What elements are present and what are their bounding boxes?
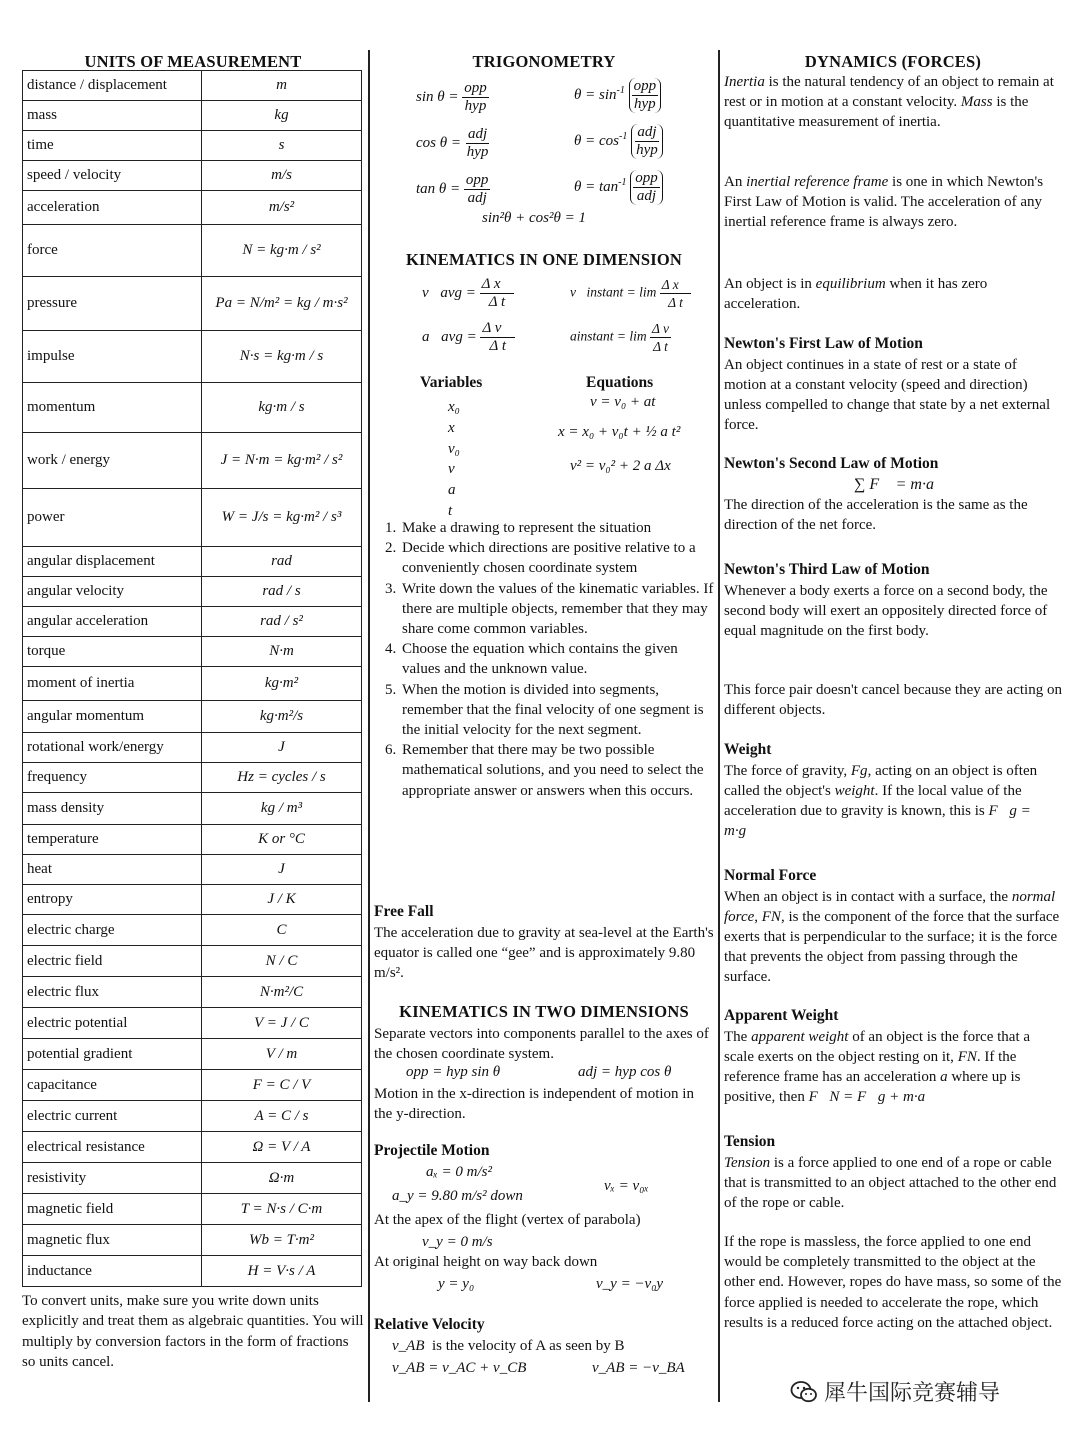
- unit-cell: kg: [202, 101, 362, 131]
- unit-cell: rad: [202, 547, 362, 577]
- quantity-cell: angular velocity: [23, 577, 202, 607]
- ainstant-formula: ainstant = lim $\frac{\text{Δ v}}{\text{Δ t}}$: [570, 321, 670, 354]
- unit-cell: N = kg·m / s²: [202, 225, 362, 277]
- equilibrium-text: An object is in equilibrium when it has zero acceleration.: [724, 276, 988, 313]
- units-row: [23, 433, 362, 489]
- unit-cell: Hz = cycles / s: [202, 763, 362, 793]
- units-row: [23, 763, 362, 793]
- quantity-cell: torque: [23, 637, 202, 667]
- vab-symbol: v_AB: [392, 1338, 425, 1354]
- relative-velocity-title: Relative Velocity: [374, 1316, 485, 1333]
- force-pair-text: This force pair doesn't cancel because they are acting on different objects.: [724, 682, 1062, 719]
- newton-second-law: Newton's Second Law of Motion ∑ F⃗ = m·a⃗ The direction of the acceleration is the same as the direction of the net force.: [724, 454, 1062, 535]
- vinstant-formula: v⃗instant = lim $\frac{\text{Δ x⃗}}{\text{Δ t}}$: [570, 277, 690, 310]
- tan-formula: tan θ = $\frac{\text{opp}}{\text{adj}}$: [416, 172, 489, 206]
- equation-2: x = x₀ + v₀t + ½ a t²: [558, 424, 681, 440]
- units-row: [23, 1070, 362, 1101]
- quantity-cell: rotational work/energy: [23, 733, 202, 763]
- quantity-cell: acceleration: [23, 191, 202, 225]
- unit-cell: A = C / s: [202, 1101, 362, 1132]
- quantity-cell: inductance: [23, 1256, 202, 1287]
- variables-list: [448, 397, 460, 522]
- units-heading: UNITS OF MEASUREMENT: [84, 52, 302, 71]
- vx-equation: vₓ = v₀ₓ: [604, 1178, 649, 1194]
- ay-equation: a_y = 9.80 m/s² down: [392, 1188, 523, 1204]
- kin2-heading: KINEMATICS IN TWO DIMENSIONS: [399, 1002, 689, 1021]
- units-row: [23, 101, 362, 131]
- units-row: [23, 607, 362, 637]
- units-table: [22, 70, 362, 1287]
- unit-cell: m/s²: [202, 191, 362, 225]
- original-height-text: At original height on way back down: [374, 1254, 598, 1270]
- watermark: [790, 1376, 1000, 1407]
- quantity-cell: moment of inertia: [23, 667, 202, 701]
- quantity-cell: pressure: [23, 277, 202, 331]
- unit-cell: N·s = kg·m / s: [202, 331, 362, 383]
- wechat-icon: [790, 1380, 818, 1404]
- quantity-cell: frequency: [23, 763, 202, 793]
- inertia-text: Inertia is the natural tendency of an object to remain at rest or in motion at a constant velocity. Mass is the quantitative measurement of inertia.: [724, 74, 1054, 131]
- kin2-text: Separate vectors into components parallel to the axes of the chosen coordinate system.: [374, 1026, 709, 1063]
- units-row: [23, 793, 362, 825]
- step-item: 2. Decide which directions are positive relative to a conveniently chosen coordinate system: [400, 538, 714, 578]
- quantity-cell: distance / displacement: [23, 71, 202, 101]
- dynamics-column: [724, 48, 1062, 1368]
- unit-cell: Pa = N/m² = kg / m·s²: [202, 277, 362, 331]
- units-row: [23, 1256, 362, 1287]
- units-row: [23, 277, 362, 331]
- units-row: [23, 577, 362, 607]
- unit-cell: rad / s: [202, 577, 362, 607]
- unit-cell: K or °C: [202, 825, 362, 855]
- units-column: [22, 48, 364, 1373]
- kinematics-steps: [374, 518, 714, 801]
- units-row: [23, 885, 362, 915]
- units-row: [23, 637, 362, 667]
- step-item: 5. When the motion is divided into segments, remember that the final velocity of one segment is the initial velocity for the next segment.: [400, 680, 714, 741]
- projectile-title: Projectile Motion: [374, 1142, 490, 1159]
- newton-third-law: Newton's Third Law of Motion Whenever a body exerts a force on a second body, the second body will exert an oppositely directed force of equal magnitude on the first body.: [724, 561, 1048, 639]
- unit-cell: V = J / C: [202, 1008, 362, 1039]
- units-row: [23, 1163, 362, 1194]
- quantity-cell: angular acceleration: [23, 607, 202, 637]
- unit-cell: J: [202, 855, 362, 885]
- units-row: [23, 1194, 362, 1225]
- units-row: [23, 131, 362, 161]
- second-law-equation: ∑ F⃗ = m·a⃗: [854, 475, 947, 493]
- units-row: [23, 547, 362, 577]
- quantity-cell: electric charge: [23, 915, 202, 946]
- unit-cell: kg / m³: [202, 793, 362, 825]
- unit-cell: m: [202, 71, 362, 101]
- quantity-cell: electric flux: [23, 977, 202, 1008]
- relative-velocity-desc: is the velocity of A as seen by B: [432, 1338, 625, 1354]
- arctan-formula: $\theta = \tan^{-1}$ $\frac{\text{opp}}{\text{adj}}$: [574, 170, 663, 205]
- quantity-cell: force: [23, 225, 202, 277]
- step-item: 1. Make a drawing to represent the situation: [400, 518, 714, 538]
- equation-1: v = v₀ + at: [590, 394, 656, 410]
- units-row: [23, 855, 362, 885]
- equation-3: v² = v₀² + 2 a Δx: [570, 458, 671, 474]
- units-row: [23, 161, 362, 191]
- step-item: 3. Write down the values of the kinematic variables. If there are multiple objects, remember that they may share come common variables.: [400, 579, 714, 640]
- trig-identity: sin²θ + cos²θ = 1: [482, 210, 586, 226]
- normal-force-section: Normal Force When an object is in contact with a surface, the normal force, FN, is the component of the force that the surface exerts that is perpendicular to the surface; it is the force that prevents the object from passing through the surface.: [724, 867, 1060, 986]
- weight-equation: F⃗g = m·g⃗: [724, 802, 1031, 840]
- units-row: [23, 915, 362, 946]
- quantity-cell: speed / velocity: [23, 161, 202, 191]
- free-fall-text: The acceleration due to gravity at sea-level at the Earth's equator is called one “gee” and is approximately 9.80 m/s².: [374, 924, 714, 981]
- sin-formula: sin θ = $\frac{\text{opp}}{\text{hyp}}$: [416, 80, 487, 114]
- free-fall-section: [374, 902, 714, 983]
- equations-heading: Equations: [586, 374, 654, 391]
- step-item: 4. Choose the equation which contains the given values and the unknown value.: [400, 639, 714, 679]
- units-row: [23, 71, 362, 101]
- newton-first-law: Newton's First Law of Motion An object continues in a state of rest or a state of motion at a constant velocity (speed and direction) unless compelled to change that state by a net external force.: [724, 335, 1051, 434]
- quantity-cell: electric current: [23, 1101, 202, 1132]
- adj-equation: adj = hyp cos θ: [578, 1064, 672, 1080]
- unit-cell: kg·m / s: [202, 383, 362, 433]
- quantity-cell: electric field: [23, 946, 202, 977]
- units-row: [23, 1225, 362, 1256]
- y-equation: y = y₀: [438, 1276, 475, 1292]
- quantity-cell: resistivity: [23, 1163, 202, 1194]
- unit-cell: rad / s²: [202, 607, 362, 637]
- quantity-cell: entropy: [23, 885, 202, 915]
- vy-zero-equation: v_y = 0 m/s: [422, 1234, 493, 1250]
- unit-cell: J = N·m = kg·m² / s²: [202, 433, 362, 489]
- unit-cell: F = C / V: [202, 1070, 362, 1101]
- quantity-cell: potential gradient: [23, 1039, 202, 1070]
- free-fall-title: Free Fall: [374, 903, 434, 920]
- quantity-cell: impulse: [23, 331, 202, 383]
- quantity-cell: angular momentum: [23, 701, 202, 733]
- quantity-cell: magnetic flux: [23, 1225, 202, 1256]
- variable-item: a: [448, 482, 456, 499]
- units-row: [23, 946, 362, 977]
- quantity-cell: capacitance: [23, 1070, 202, 1101]
- unit-cell: N·m: [202, 637, 362, 667]
- middle-column: [374, 48, 714, 1438]
- units-row: [23, 383, 362, 433]
- units-row: [23, 733, 362, 763]
- column-divider: [718, 50, 720, 1402]
- quantity-cell: momentum: [23, 383, 202, 433]
- vab-sum-equation: v_AB = v_AC + v_CB: [392, 1360, 527, 1376]
- unit-cell: s: [202, 131, 362, 161]
- variable-item: v: [448, 461, 455, 478]
- column-divider: [368, 50, 370, 1402]
- variable-item: x₀: [448, 399, 460, 415]
- quantity-cell: angular displacement: [23, 547, 202, 577]
- variable-item: v₀: [448, 440, 460, 457]
- quantity-cell: work / energy: [23, 433, 202, 489]
- quantity-cell: electrical resistance: [23, 1132, 202, 1163]
- unit-cell: Ω·m: [202, 1163, 362, 1194]
- ax-equation: aₓ = 0 m/s²: [426, 1164, 492, 1180]
- vavg-formula: v⃗avg = $\frac{\text{Δ x⃗}}{\text{Δ t}}$: [422, 276, 513, 310]
- cos-formula: cos θ = $\frac{\text{adj}}{\text{hyp}}$: [416, 126, 489, 160]
- aavg-formula: a⃗avg = $\frac{\text{Δ v⃗}}{\text{Δ t}}$: [422, 320, 514, 354]
- units-row: [23, 489, 362, 547]
- arccos-formula: $\theta = \cos^{-1}$ $\frac{\text{adj}}{\text{hyp}}$: [574, 124, 663, 159]
- quantity-cell: time: [23, 131, 202, 161]
- unit-cell: H = V·s / A: [202, 1256, 362, 1287]
- unit-cell: T = N·s / C·m: [202, 1194, 362, 1225]
- units-row: [23, 191, 362, 225]
- step-item: 6. Remember that there may be two possible mathematical solutions, and you need to select the appropriate answer or answers when this occurs.: [400, 740, 714, 801]
- trig-heading: TRIGONOMETRY: [472, 52, 616, 71]
- unit-cell: C: [202, 915, 362, 946]
- variable-item: x: [448, 419, 455, 436]
- unit-cell: J / K: [202, 885, 362, 915]
- unit-cell: kg·m²: [202, 667, 362, 701]
- dynamics-heading: DYNAMICS (FORCES): [804, 52, 982, 71]
- units-row: [23, 667, 362, 701]
- inertial-frame-text: An inertial reference frame is one in which Newton's First Law of Motion is valid. The acceleration of any inertial reference frame is always zero.: [724, 174, 1044, 231]
- arcsin-formula: $\theta = \sin^{-1}$ $\frac{\text{opp}}{\text{hyp}}$: [574, 78, 661, 113]
- quantity-cell: electric potential: [23, 1008, 202, 1039]
- kin1-heading: KINEMATICS IN ONE DIMENSION: [405, 250, 682, 269]
- unit-cell: Ω = V / A: [202, 1132, 362, 1163]
- massless-rope-text: If the rope is massless, the force applied to one end would be completely transmitted to the object at the other end. However, ropes do have mass, so some of the force applied is needed to accelerate the rope, which results is a reduced force acting on the attached object.: [724, 1234, 1062, 1331]
- kin2-independence: Motion in the x-direction is independent of motion in the y-direction.: [374, 1086, 694, 1123]
- units-row: [23, 225, 362, 277]
- units-row: [23, 825, 362, 855]
- quantity-cell: temperature: [23, 825, 202, 855]
- units-row: [23, 701, 362, 733]
- unit-cell: m/s: [202, 161, 362, 191]
- quantity-cell: mass: [23, 101, 202, 131]
- apparent-weight-equation: F⃗N = F⃗g + m·a⃗: [808, 1089, 937, 1106]
- unit-cell: V / m: [202, 1039, 362, 1070]
- quantity-cell: magnetic field: [23, 1194, 202, 1225]
- unit-cell: N·m²/C: [202, 977, 362, 1008]
- variable-item: t: [448, 502, 453, 519]
- units-note: To convert units, make sure you write down units explicitly and treat them as algebraic quantities. You will multiply by conversion factors in the form of fractions so units cancel.: [22, 1293, 364, 1371]
- unit-cell: N / C: [202, 946, 362, 977]
- watermark-text: 犀牛国际竞赛辅导: [824, 1381, 1001, 1406]
- apex-text: At the apex of the flight (vertex of parabola): [374, 1212, 641, 1228]
- opp-equation: opp = hyp sin θ: [406, 1064, 501, 1080]
- units-row: [23, 1101, 362, 1132]
- vab-neg-equation: v_AB = −v_BA: [592, 1360, 685, 1376]
- quantity-cell: power: [23, 489, 202, 547]
- units-row: [23, 1132, 362, 1163]
- unit-cell: Wb = T·m²: [202, 1225, 362, 1256]
- unit-cell: kg·m²/s: [202, 701, 362, 733]
- vy-negative-equation: v_y = −v₀y: [596, 1276, 664, 1292]
- units-row: [23, 331, 362, 383]
- quantity-cell: mass density: [23, 793, 202, 825]
- unit-cell: J: [202, 733, 362, 763]
- apparent-weight-section: Apparent Weight The apparent weight of an object is the force that a scale exerts on the object resting on it, FN. If the reference frame has an acceleration a where up is positive, then F⃗N = F⃗g + m·a⃗: [724, 1007, 1031, 1106]
- quantity-cell: heat: [23, 855, 202, 885]
- weight-section: Weight The force of gravity, Fg, acting on an object is often called the object's weight. If the local value of the acceleration due to gravity is known, this is F⃗g = m·g⃗: [724, 741, 1038, 840]
- units-row: [23, 1008, 362, 1039]
- units-row: [23, 977, 362, 1008]
- tension-section: Tension Tension is a force applied to one end of a rope or cable that is transmitted to an object attached to the other end of the rope or cable.: [724, 1133, 1057, 1211]
- units-row: [23, 1039, 362, 1070]
- unit-cell: W = J/s = kg·m² / s³: [202, 489, 362, 547]
- variables-heading: Variables: [420, 374, 483, 391]
